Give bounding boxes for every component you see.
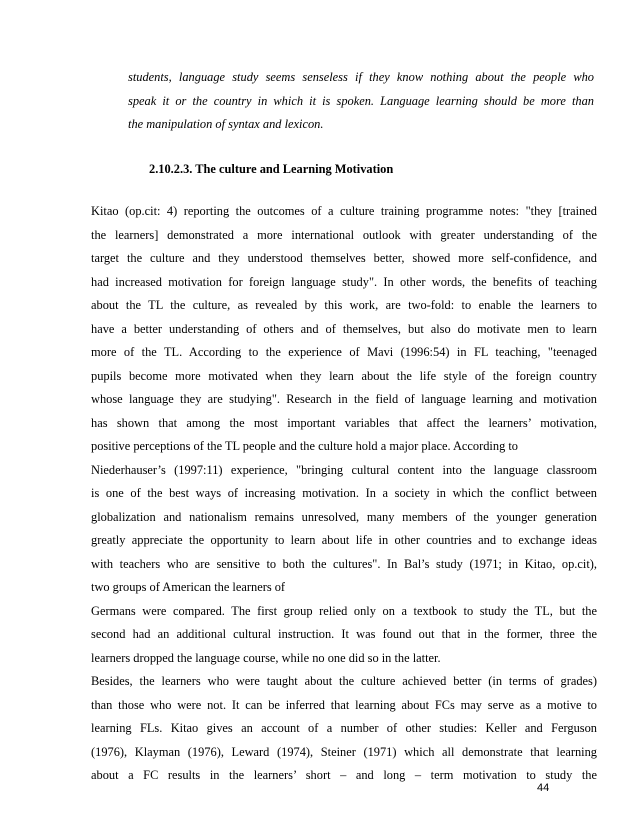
text-line: learning FLs. Kitao gives an account of a number of other studies: Keller and Ferguson bbox=[91, 721, 597, 735]
text-line: with teachers who are sensitive to both the cultures". In Bal’s study (1971; in Kitao, op.cit), bbox=[91, 556, 597, 571]
quote-line: speak it or the country in which it is spoken. Language learning should be more than bbox=[128, 93, 594, 108]
text-line: has shown that among the most important variables that affect the learners’ motivation, bbox=[91, 415, 597, 430]
text-line: Kitao (op.cit: 4) reporting the outcomes of a culture training programme notes: "they [trained bbox=[91, 204, 597, 218]
text-line: globalization and nationalism remains unresolved, many members of the younger generation bbox=[91, 509, 597, 524]
text-line: the learners] demonstrated a more international outlook with greater understanding of the bbox=[91, 227, 597, 242]
text-line: than those who were not. It can be inferred that learning about FCs may serve as a motive to bbox=[91, 697, 597, 712]
text-line: two groups of American the learners of bbox=[91, 580, 286, 594]
text-line: about a FC results in the learners’ short – and long – term motivation to study the bbox=[91, 768, 597, 782]
section-heading: 2.10.2.3. The culture and Learning Motivation bbox=[149, 162, 394, 176]
text-line: (1976), Klayman (1976), Leward (1974), Steiner (1971) which all demonstrate that learning bbox=[91, 744, 597, 759]
page-number: 44 bbox=[537, 782, 550, 794]
text-line: had increased motivation for foreign language study". In other words, the benefits of teaching bbox=[91, 274, 597, 289]
text-line: whose language they are studying". Research in the field of language learning and motivation bbox=[91, 392, 597, 406]
quote-line: the manipulation of syntax and lexicon. bbox=[128, 117, 324, 131]
text-line: more of the TL. According to the experience of Mavi (1996:54) in FL teaching, "teenaged bbox=[91, 345, 597, 359]
body-paragraph bbox=[91, 200, 597, 788]
text-line: positive perceptions of the TL people and the culture hold a major place. According to bbox=[91, 439, 518, 453]
text-line: learners dropped the language course, while no one did so in the latter. bbox=[91, 650, 441, 665]
text-line: greatly appreciate the opportunity to learn about life in other countries and to exchange ideas bbox=[91, 533, 597, 547]
text-line: Niederhauser’s (1997:11) experience, "bringing cultural content into the language classroom bbox=[91, 462, 597, 477]
text-line: Besides, the learners who were taught about the culture achieved better (in terms of grades) bbox=[91, 674, 597, 688]
text-line: is one of the best ways of increasing motivation. In a society in which the conflict between bbox=[91, 486, 597, 500]
quote-line: students, language study seems senseless if they know nothing about the people who bbox=[128, 70, 594, 84]
text-line: target the culture and they understood themselves better, showed more self-confidence, and bbox=[91, 251, 597, 265]
block-quote bbox=[128, 66, 594, 137]
text-line: second had an additional cultural instruction. It was found out that in the former, three the bbox=[91, 627, 597, 641]
text-line: Germans were compared. The first group relied only on a textbook to study the TL, but the bbox=[91, 603, 597, 618]
text-line: have a better understanding of others and of themselves, but also do motivate men to learn bbox=[91, 321, 597, 336]
text-line: about the TL the culture, as revealed by this work, are two-fold: to enable the learners to bbox=[91, 298, 597, 312]
text-line: pupils become more motivated when they learn about the life style of the foreign country bbox=[91, 368, 597, 383]
